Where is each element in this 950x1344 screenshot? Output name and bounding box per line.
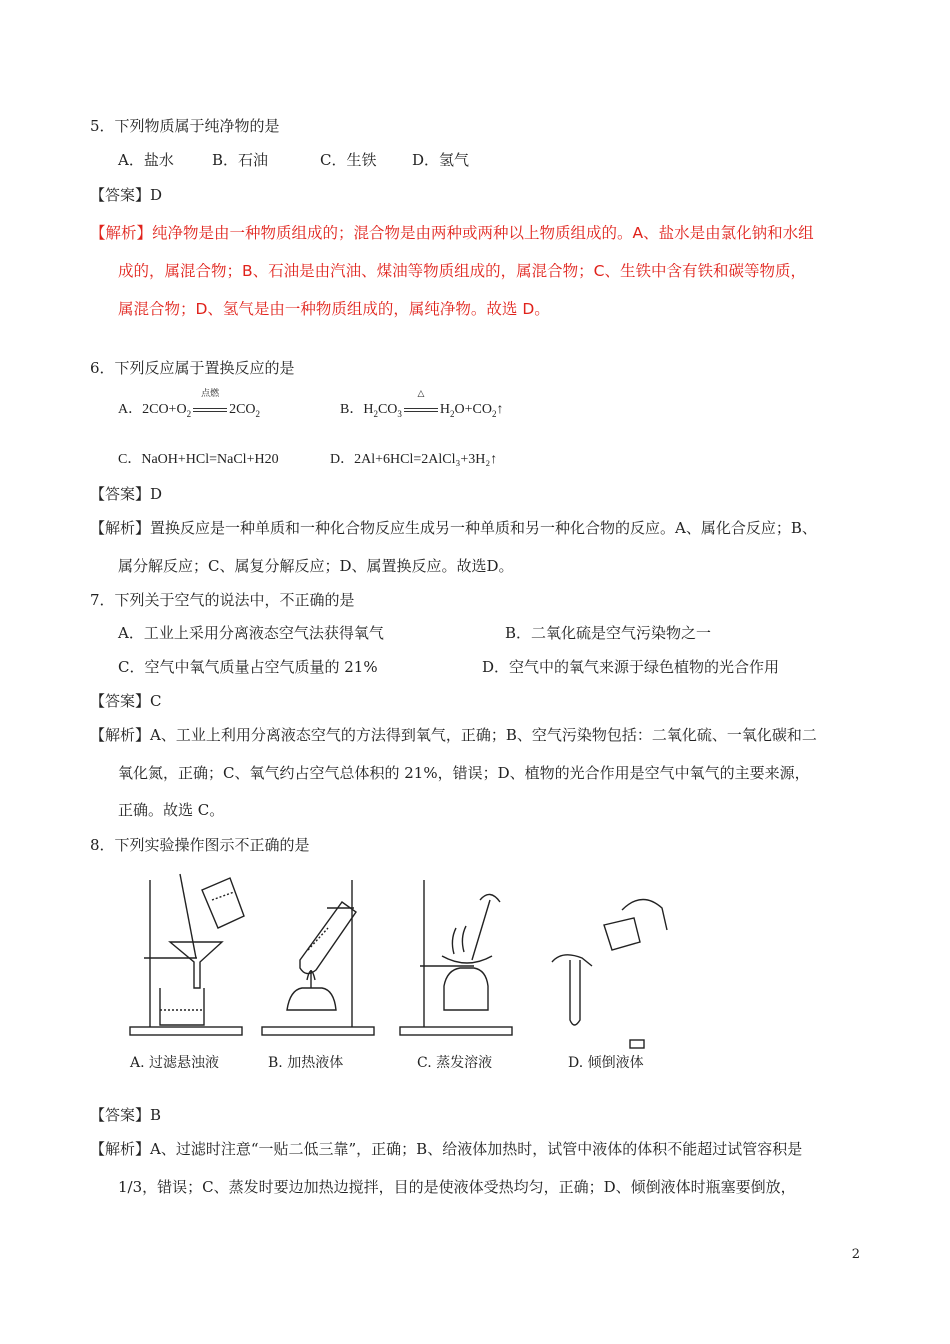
q6-analysis-line-2: 属分解反应；C、属复分解反应；D、属置换反应。故选D。 <box>118 557 514 575</box>
q7-option-c: C．空气中氧气质量占空气质量的 21% <box>118 658 378 676</box>
q7-option-d: D．空气中的氧气来源于绿色植物的光合作用 <box>482 658 780 676</box>
q5-analysis-line-1: 【解析】纯净物是由一种物质组成的；混合物是由两种或两种以上物质组成的。A、盐水是由氯化钠和水组 <box>90 224 814 242</box>
filtration-apparatus-drawing <box>130 874 244 1035</box>
pouring-liquid-drawing <box>552 899 667 1048</box>
q7-stem: 7．下列关于空气的说法中，不正确的是 <box>90 591 355 609</box>
q7-option-a: A．工业上采用分离液态空气法获得氧气 <box>118 624 384 642</box>
q6-stem: 6．下列反应属于置换反应的是 <box>90 359 295 377</box>
heating-liquid-apparatus-drawing <box>262 880 374 1035</box>
q7-analysis-line-1: 【解析】A、工业上利用分离液态空气的方法得到氧气，正确；B、空气污染物包括：二氧化硫、一氧化碳和二 <box>90 726 817 744</box>
q5-stem: 5．下列物质属于纯净物的是 <box>90 117 280 135</box>
figure-caption-b: B. 加热液体 <box>268 1055 344 1071</box>
q8-analysis-line-2: 1/3，错误；C、蒸发时要边加热边搅拌，目的是使液体受热均匀，正确；D、倾倒液体时瓶塞要倒放， <box>118 1178 796 1196</box>
q5-analysis-line-2: 成的，属混合物；B、石油是由汽油、煤油等物质组成的，属混合物；C、生铁中含有铁和碳等物质， <box>118 262 806 280</box>
q5-option-d: D．氢气 <box>412 151 470 169</box>
figure-caption-d: D. 倾倒液体 <box>568 1055 644 1071</box>
q7-analysis-line-2: 氧化氮，正确；C、氧气约占空气总体积的 21%，错误；D、植物的光合作用是空气中氧气的主要来源， <box>118 764 810 782</box>
q5-option-a: A．盐水 <box>118 151 174 169</box>
q8-answer: 【答案】B <box>90 1106 162 1124</box>
reaction-condition: 点燃 <box>193 400 227 420</box>
q6-answer: 【答案】D <box>90 485 163 503</box>
reaction-condition: △ <box>404 400 438 420</box>
q7-answer: 【答案】C <box>90 692 162 710</box>
q7-option-b: B．二氧化硫是空气污染物之一 <box>505 624 712 642</box>
q5-option-b: B．石油 <box>212 151 269 169</box>
lab-operations-figure <box>122 870 682 1075</box>
evaporation-apparatus-drawing <box>400 880 512 1035</box>
q5-option-c: C．生铁 <box>320 151 377 169</box>
q6-option-c: C．NaOH+HCl=NaCl+H20 <box>118 452 279 467</box>
page-number: 2 <box>851 1247 860 1262</box>
q6-analysis-line-1: 【解析】置换反应是一种单质和一种化合物反应生成另一种单质和另一种化合物的反应。A、属化合反应；B、 <box>90 519 817 537</box>
q8-analysis-line-1: 【解析】A、过滤时注意“一贴二低三靠”，正确；B、给液体加热时，试管中液体的体积不能超过试管容积是 <box>90 1140 803 1158</box>
q6-option-a: A．$2CO+O_2$ 点燃 $2CO_2$ <box>118 388 261 419</box>
q8-stem: 8．下列实验操作图示不正确的是 <box>90 836 310 854</box>
q5-answer: 【答案】D <box>90 186 163 204</box>
q7-analysis-line-3: 正确。故选 C。 <box>118 801 225 819</box>
figure-caption-c: C. 蒸发溶液 <box>417 1055 493 1071</box>
q6-option-b: B．$H_2CO_3$ △ $H_2O+CO_2↑$ <box>340 388 504 419</box>
q6-option-d: D．2Al+6HCl=2AlCl₃+3H₂↑ <box>330 452 498 467</box>
figure-caption-a: A. 过滤悬浊液 <box>130 1055 220 1071</box>
q5-analysis-line-3: 属混合物；D、氢气是由一种物质组成的，属纯净物。故选 D。 <box>118 300 550 318</box>
